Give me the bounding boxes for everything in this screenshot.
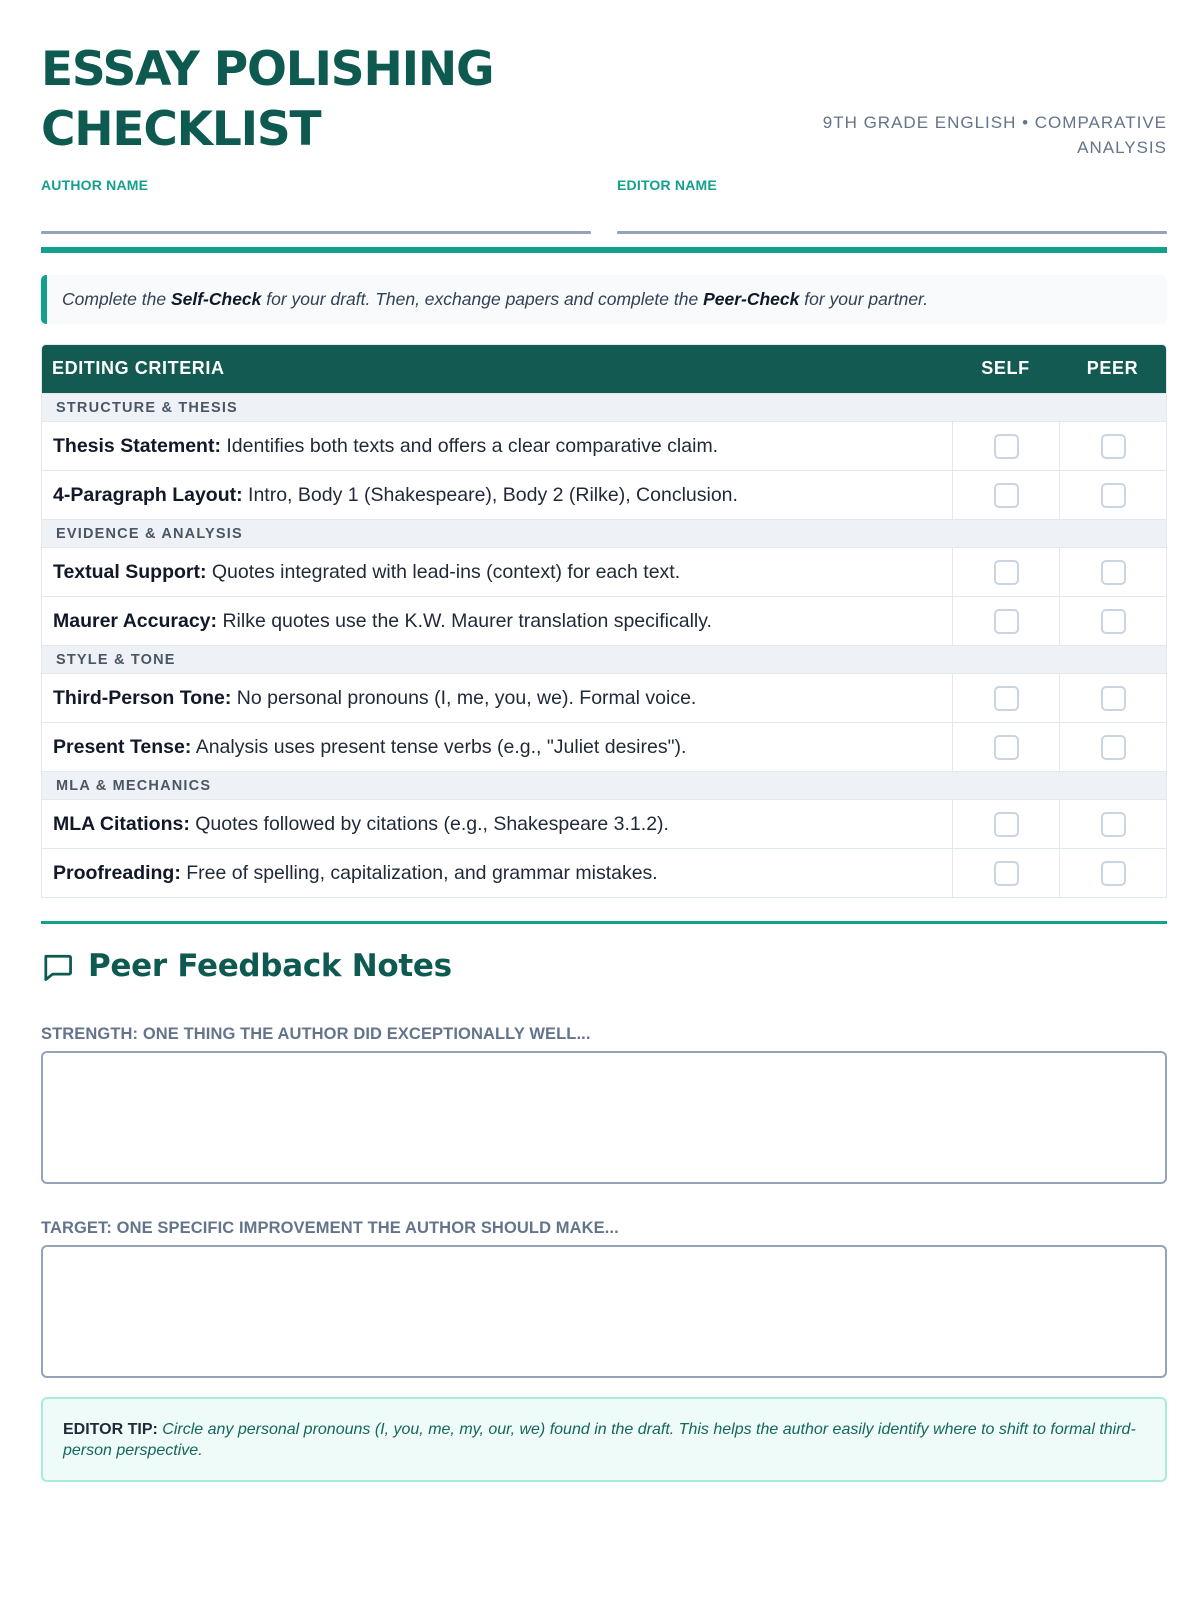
criteria-term: Textual Support:: [53, 561, 207, 583]
table-header: [42, 345, 1166, 393]
author-name-line[interactable]: [41, 231, 591, 234]
header-divider: [41, 247, 1167, 253]
instruction-text-3: for your partner.: [799, 289, 929, 309]
self-cell: [952, 723, 1059, 771]
self-cell: [952, 849, 1059, 897]
instruction-text-2: for your draft. Then, exchange papers and complete the: [261, 289, 704, 309]
peer-checkbox[interactable]: [1101, 735, 1126, 760]
target-label: TARGET: ONE SPECIFIC IMPROVEMENT THE AUTHOR SHOULD MAKE...: [41, 1219, 619, 1237]
peer-checkbox[interactable]: [1101, 686, 1126, 711]
section-header-evidence: EVIDENCE & ANALYSIS: [42, 519, 1166, 547]
strength-input[interactable]: [41, 1051, 1167, 1184]
self-checkbox[interactable]: [994, 861, 1019, 886]
table-row: [42, 547, 1166, 596]
criteria-description: No personal pronouns (I, me, you, we). Formal voice.: [231, 687, 697, 709]
criteria-cell: [42, 674, 952, 722]
instruction-banner: [41, 275, 1167, 324]
criteria-description: Analysis uses present tense verbs (e.g., "Juliet desires").: [191, 736, 687, 758]
chat-bubble-icon: [41, 950, 74, 983]
table-row: [42, 421, 1166, 470]
criteria-cell: [42, 422, 952, 470]
editor-tip-box: [41, 1397, 1167, 1482]
peer-checkbox[interactable]: [1101, 609, 1126, 634]
table-row: [42, 799, 1166, 848]
peer-cell: [1059, 800, 1166, 848]
worksheet-page: [41, 0, 1167, 1459]
section-header-mla: MLA & MECHANICS: [42, 771, 1166, 799]
instruction-self-check: Self-Check: [170, 289, 262, 309]
author-name-label: AUTHOR NAME: [41, 177, 149, 193]
header: [41, 0, 1167, 245]
editor-tip-label: EDITOR TIP:: [63, 1421, 158, 1438]
criteria-cell: [42, 471, 952, 519]
peer-checkbox[interactable]: [1101, 812, 1126, 837]
peer-feedback-heading: [41, 948, 452, 984]
criteria-cell: [42, 548, 952, 596]
table-row: [42, 673, 1166, 722]
editor-name-label: EDITOR NAME: [617, 177, 717, 193]
self-checkbox[interactable]: [994, 686, 1019, 711]
peer-cell: [1059, 723, 1166, 771]
self-cell: [952, 800, 1059, 848]
peer-cell: [1059, 674, 1166, 722]
column-header-criteria: EDITING CRITERIA: [52, 358, 225, 378]
peer-cell: [1059, 597, 1166, 645]
criteria-cell: [42, 800, 952, 848]
criteria-term: MLA Citations:: [53, 813, 190, 835]
table-row: [42, 722, 1166, 771]
criteria-description: Quotes integrated with lead-ins (context) for each text.: [206, 561, 681, 583]
peer-checkbox[interactable]: [1101, 483, 1126, 508]
section-header-structure: STRUCTURE & THESIS: [42, 393, 1166, 421]
course-subtitle: [807, 110, 1167, 160]
title-line-2: CHECKLIST: [41, 102, 321, 157]
editing-checklist-table: [41, 344, 1167, 898]
strength-label: STRENGTH: ONE THING THE AUTHOR DID EXCEPTIONALLY WELL...: [41, 1025, 591, 1043]
subtitle-line-2: ANALYSIS: [1077, 138, 1167, 157]
peer-checkbox[interactable]: [1101, 861, 1126, 886]
criteria-description: Rilke quotes use the K.W. Maurer translation specifically.: [217, 610, 712, 632]
editor-name-line[interactable]: [617, 231, 1167, 234]
criteria-term: 4-Paragraph Layout:: [53, 484, 243, 506]
self-cell: [952, 422, 1059, 470]
column-header-self: SELF: [981, 358, 1030, 378]
criteria-description: Quotes followed by citations (e.g., Shakespeare 3.1.2).: [189, 813, 669, 835]
peer-cell: [1059, 471, 1166, 519]
criteria-term: Thesis Statement:: [53, 435, 221, 457]
criteria-cell: [42, 597, 952, 645]
column-header-peer: PEER: [1086, 358, 1139, 378]
self-checkbox[interactable]: [994, 609, 1019, 634]
peer-cell: [1059, 422, 1166, 470]
criteria-term: Maurer Accuracy:: [53, 610, 218, 632]
criteria-description: Free of spelling, capitalization, and grammar mistakes.: [180, 862, 658, 884]
self-checkbox[interactable]: [994, 483, 1019, 508]
editor-tip-text: Circle any personal pronouns (I, you, me, my, our, we) found in the draft. This helps the author easily identify where to shift to formal third-person perspective.: [63, 1421, 1136, 1459]
self-checkbox[interactable]: [994, 735, 1019, 760]
self-cell: [952, 548, 1059, 596]
self-cell: [952, 597, 1059, 645]
self-checkbox[interactable]: [994, 560, 1019, 585]
peer-cell: [1059, 548, 1166, 596]
target-input[interactable]: [41, 1245, 1167, 1378]
table-row: [42, 596, 1166, 645]
editor-name-block: [617, 177, 1167, 234]
peer-checkbox[interactable]: [1101, 434, 1126, 459]
table-row: [42, 848, 1166, 897]
peer-feedback-title: Peer Feedback Notes: [88, 948, 452, 984]
instruction-peer-check: Peer-Check: [703, 289, 800, 309]
self-checkbox[interactable]: [994, 812, 1019, 837]
criteria-term: Third-Person Tone:: [53, 687, 232, 709]
self-cell: [952, 471, 1059, 519]
criteria-description: Intro, Body 1 (Shakespeare), Body 2 (Rilke), Conclusion.: [242, 484, 738, 506]
peer-checkbox[interactable]: [1101, 560, 1126, 585]
self-cell: [952, 674, 1059, 722]
criteria-description: Identifies both texts and offers a clear comparative claim.: [220, 435, 719, 457]
peer-cell: [1059, 849, 1166, 897]
table-row: [42, 470, 1166, 519]
subtitle-line-1: 9TH GRADE ENGLISH • COMPARATIVE: [822, 113, 1167, 132]
criteria-cell: [42, 723, 952, 771]
self-checkbox[interactable]: [994, 434, 1019, 459]
author-name-block: [41, 177, 591, 234]
title-line-1: ESSAY POLISHING: [41, 42, 494, 97]
page-title: [41, 40, 493, 160]
section-header-style: STYLE & TONE: [42, 645, 1166, 673]
instruction-text-1: Complete the: [62, 289, 171, 309]
criteria-cell: [42, 849, 952, 897]
feedback-divider: [41, 921, 1167, 924]
criteria-term: Present Tense:: [53, 736, 192, 758]
criteria-term: Proofreading:: [53, 862, 181, 884]
